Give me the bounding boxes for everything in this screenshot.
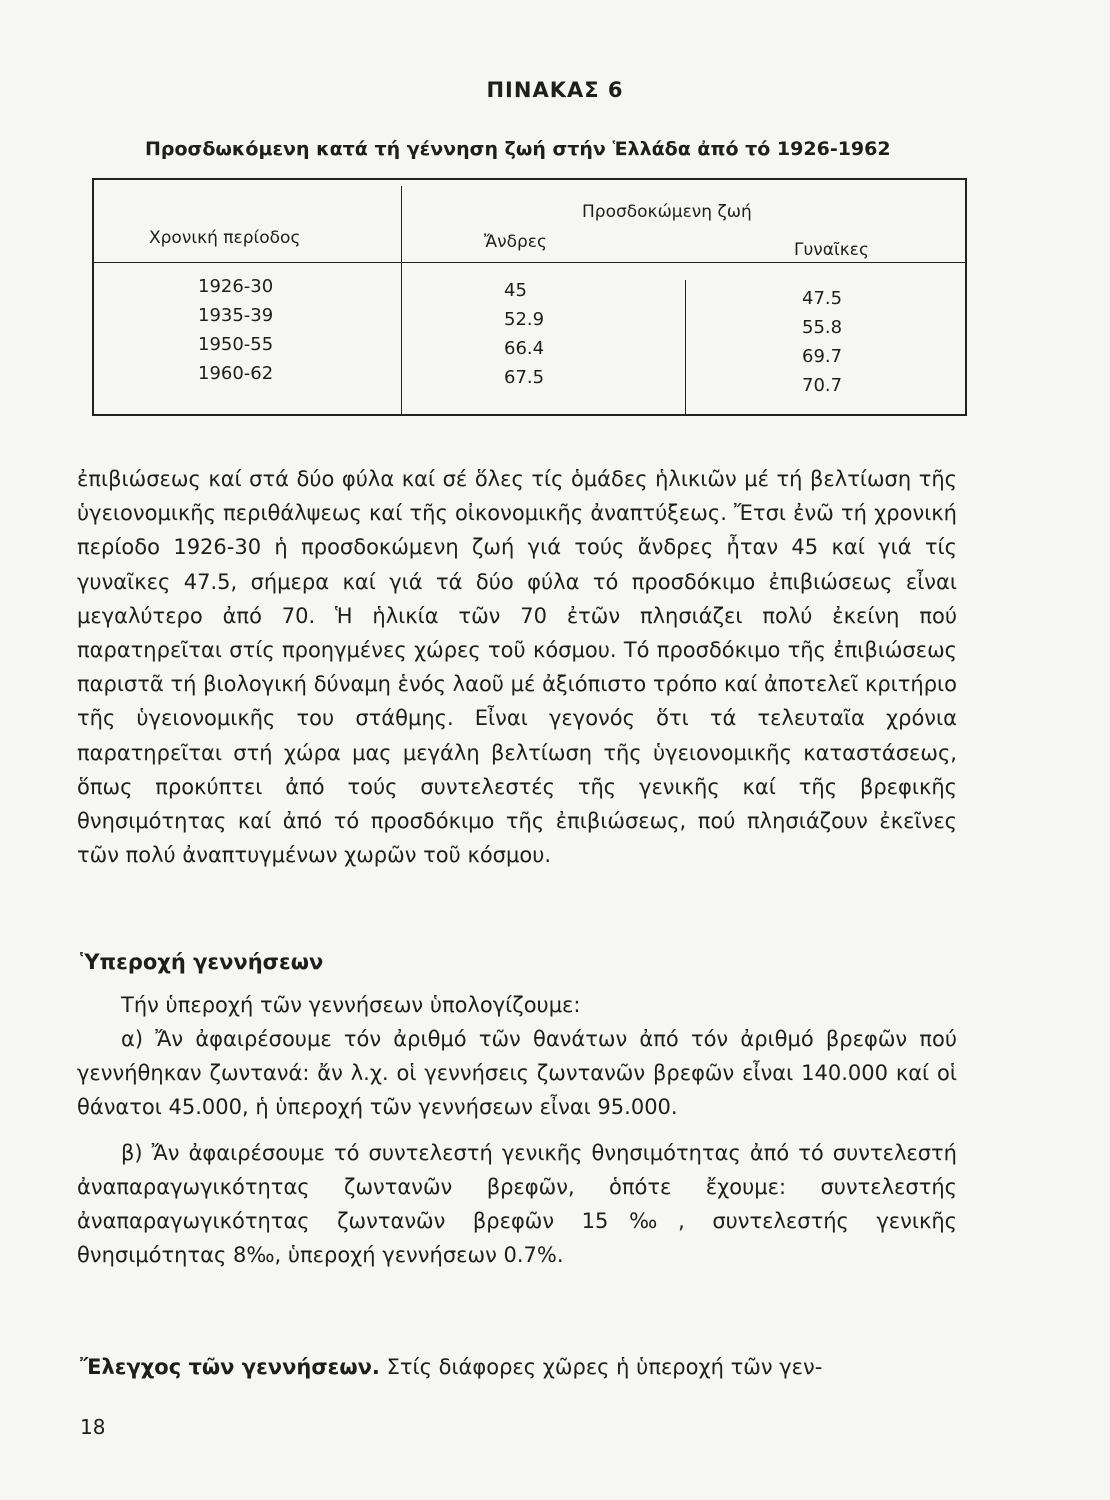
table-cell-women: 69.7 xyxy=(802,346,843,367)
life-expectancy-table xyxy=(92,178,967,416)
table-cell-women: 70.7 xyxy=(802,375,843,396)
women-column xyxy=(802,284,842,400)
heading-inline: Ἔλεγχος τῶν γεννήσεων. xyxy=(80,1355,380,1379)
table-cell-men: 52.9 xyxy=(504,309,545,330)
table-cell-men: 45 xyxy=(504,280,527,301)
table-cell-period: 1926-30 xyxy=(198,276,274,297)
header-expectancy: Προσδοκώμενη ζωή xyxy=(582,202,752,222)
table-cell-period: 1960-62 xyxy=(198,363,274,384)
section-body xyxy=(77,988,957,1272)
men-column xyxy=(504,276,544,392)
body-text xyxy=(77,462,957,872)
table-caption: Προσδωκόμενη κατά τή γέννηση ζωή στήν Ἑλλάδα ἀπό τό 1926-1962 xyxy=(145,138,891,160)
intro-line: Τήν ὑπεροχή τῶν γεννήσεων ὑπολογίζουμε: xyxy=(121,993,581,1017)
table-cell-men: 67.5 xyxy=(504,367,545,388)
paragraph-survival: ἐπιβιώσεως καί στά δύο φύλα καί σέ ὅλες τίς ὁμάδες ἡλικιῶν μέ τή βελτίωση τῆς ὑγειονομικῆς περιθάλψεως καί τῆς οἰκονομικῆς ἀναπτύξεως. Ἔτσι ἐνῶ τή χρονική περίοδο 1926-30 ἡ προσδοκώμενη ζωή γιά τούς ἄνδρες ἦταν 45 καί γιά τίς γυναῖκες 47.5, σήμερα καί γιά τά δύο φύλα τό προσδόκιμο ἐπιβιώσεως εἶναι μεγαλύτερο ἀπό 70. Ἡ ἡλικία τῶν 70 ἐτῶν πλησιάζει πολύ ἐκείνη πού παρατηρεῖται στίς προηγμένες χώρες τοῦ κόσμου. Τό προσδόκιμο τῆς ἐπιβιώσεως παριστᾶ τή βιολογική δύναμη ἑνός λαοῦ μέ ἀξιόπιστο τρόπο καί ἀποτελεῖ κριτήριο τῆς ὑγειονομικῆς του στάθμης. Εἶναι γεγονός ὅτι τά τελευταῖα χρόνια παρατηρεῖται στή χώρα μας μεγάλη βελτίωση τῆς ὑγειονομικῆς καταστάσεως, ὅπως προκύπτει ἀπό τούς συντελεστές τῆς γενικῆς καί τῆς βρεφικῆς θνησιμότητας καί ἀπό τό προσδόκιμο τῆς ἐπιβιώσεως, πού πλησιάζουν ἐκεῖνες τῶν πολύ ἀναπτυγμένων χωρῶν τοῦ κόσμου. xyxy=(77,467,957,868)
table-cell-period: 1935-39 xyxy=(198,305,274,326)
table-heading: ΠΙΝΑΚΑΣ 6 xyxy=(486,78,624,102)
section-title: Ὑπεροχή γεννήσεων xyxy=(80,950,324,974)
table-divider-sex xyxy=(685,280,686,414)
table-divider-period xyxy=(401,186,402,414)
item-b: β) Ἄν ἀφαιρέσουμε τό συντελεστή γενικῆς θνησιμότητας ἀπό τό συντελεστή ἀναπαραγωγικότητας ζωντανῶν βρεφῶν, ὁπότε ἔχουμε: συντελεστής ἀναπαραγωγικότητας ζωντανῶν βρεφῶν 15‰, συντελεστής γενικῆς θνησιμότητας 8‰, ὑπεροχή γεννήσεων 0.7%. xyxy=(77,1141,957,1267)
period-column xyxy=(198,272,273,388)
last-line xyxy=(80,1355,960,1379)
table-cell-women: 55.8 xyxy=(802,317,843,338)
page-number: 18 xyxy=(80,1415,106,1439)
header-women: Γυναῖκες xyxy=(794,240,869,260)
item-a: α) Ἄν ἀφαιρέσουμε τόν ἀριθμό τῶν θανάτων ἀπό τόν ἀριθμό βρεφῶν πού γεννήθηκαν ζωντανά: ἄν λ.χ. οἱ γεννήσεις ζωντανῶν βρεφῶν εἶναι 140.000 καί οἱ θάνατοι 45.000, ἡ ὑπεροχή τῶν γεννήσεων εἶναι 95.000. xyxy=(77,1027,957,1119)
table-header-rule xyxy=(94,262,965,263)
table-cell-period: 1950-55 xyxy=(198,334,274,355)
last-line-text: Στίς διάφορες χῶρες ἡ ὑπεροχή τῶν γεν- xyxy=(379,1355,823,1379)
header-period: Χρονική περίοδος xyxy=(149,228,301,248)
table-cell-men: 66.4 xyxy=(504,338,545,359)
table-cell-women: 47.5 xyxy=(802,288,843,309)
header-men: Ἄνδρες xyxy=(484,232,547,252)
